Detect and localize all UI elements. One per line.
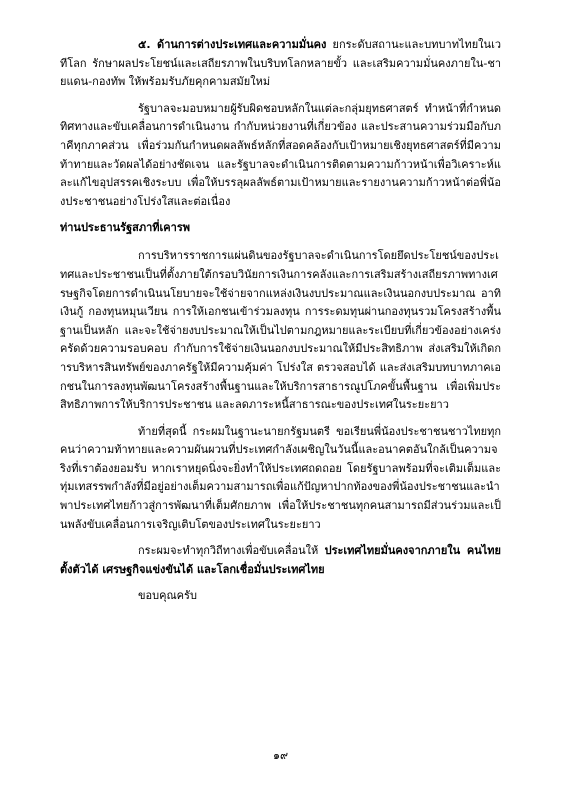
paragraph-administration: การบริหารราชการแผ่นดินของรัฐบาลจะดำเนินการโดยยึดประโยชน์ของประเทศและประชาชนเป็นที่ตั้งภายใต้กรอบวินัยการเงินการคลังและการเสริมสร้างเสถียรภาพทางเศรษฐกิจโดยการดำเนินนโยบายจะใช้จ่ายจากแหล่งเงินงบประมาณและเงินนอกงบประมาณ อาทิ เงินกู้ กองทุนหมุนเวียน การให้เอกชนเข้าร่วมลงทุน การระดมทุนผ่านกองทุนรวมโครงสร้างพื้นฐานเป็นหลัก และจะใช้จ่ายงบประมาณให้เป็นไปตามกฎหมายและระเบียบที่เกี่ยวข้องอย่างเคร่งครัดด้วยความรอบคอบ กำกับการใช้จ่ายเงินนอกงบประมาณให้มีประสิทธิภาพ ส่งเสริมให้เกิดการบริหารสินทรัพย์ของภาครัฐให้มีความคุ้มค่า โปร่งใส ตรวจสอบได้ และส่งเสริมบทบาทภาคเอกชนในการลงทุนพัฒนาโครงสร้างพื้นฐานและให้บริการสาธารณูปโภคขั้นพื้นฐาน เพื่อเพิ่มประสิทธิภาพการให้บริการประชาชน และลดภาระหนี้สาธารณะของประเทศในระยะยาว — [60, 249, 501, 412]
paragraph-responsibility: รัฐบาลจะมอบหมายผู้รับผิดชอบหลักในแต่ละกลุ่มยุทธศาสตร์ ทำหน้าที่กำหนดทิศทางและขับเคลื่อนการดำเนินงาน กำกับหน่วยงานที่เกี่ยวข้อง และประสานความร่วมมือกับภาคีทุกภาคส่วน เพื่อร่วมกันกำหนดผลลัพธ์หลักที่สอดคล้องกับเป้าหมายเชิงยุทธศาสตร์ที่มีความท้าทายและวัดผลได้อย่างชัดเจน และรัฐบาลจะดำเนินการติดตามความก้าวหน้าเพื่อวิเคราะห์และแก้ไขอุปสรรคเชิงระบบ เพื่อให้บรรลุผลลัพธ์ตามเป้าหมายและรายงานความก้าวหน้าต่อพี่น้องประชาชนอย่างโปร่งใสและต่อเนื่อง — [60, 101, 501, 208]
pledge-bold: ประเทศไทยมั่นคงจากภายใน คนไทยตั้งตัวได้ เศรษฐกิจแข่งขันได้ และโลกเชื่อมั่นประเทศไทย — [60, 544, 501, 576]
page-number: ๑๙ — [272, 749, 289, 762]
paragraph-pledge — [60, 542, 501, 579]
address-heading: ท่านประธานรัฐสภาที่เคารพ — [60, 221, 190, 235]
section-text: ยกระดับสถานะและบทบาทไทยในเวทีโลก รักษาผลประโยชน์และเสถียรภาพในบริบทโลกหลายขั้ว และเสริมความมั่นคงภายใน-ชายแดน-กองทัพ ให้พร้อมรับภัยคุกคามสมัยใหม่ — [60, 38, 501, 89]
paragraph-foreign-affairs — [60, 36, 501, 92]
pledge-text: กระผมจะทำทุกวิถีทางเพื่อขับเคลื่อนให้ — [138, 544, 325, 558]
paragraph-conclusion: ท้ายที่สุดนี้ กระผมในฐานะนายกรัฐมนตรี ขอเรียนพี่น้องประชาชนชาวไทยทุกคนว่าความท้าทายและความผันผวนที่ประเทศกำลังเผชิญในวันนี้และอนาคตอันใกล้เป็นความจริงที่เราต้องยอมรับ หากเราหยุดนิ่งจะยิ่งทำให้ประเทศถดถอย โดยรัฐบาลพร้อมที่จะเติมเต็มและทุ่มเทสรรพกำลังที่มีอยู่อย่างเต็มความสามารถเพื่อแก้ปัญหาปากท้องของพี่น้องประชาชนและนำพาประเทศไทยก้าวสู่การพัฒนาที่เต็มศักยภาพ เพื่อให้ประชาชนทุกคนสามารถมีส่วนร่วมและเป็นพลังขับเคลื่อนการเจริญเติบโตของประเทศในระยะยาว — [60, 424, 501, 531]
closing-thanks: ขอบคุณครับ — [138, 589, 197, 603]
section-title: ๕. ด้านการต่างประเทศและความมั่นคง — [138, 38, 327, 51]
